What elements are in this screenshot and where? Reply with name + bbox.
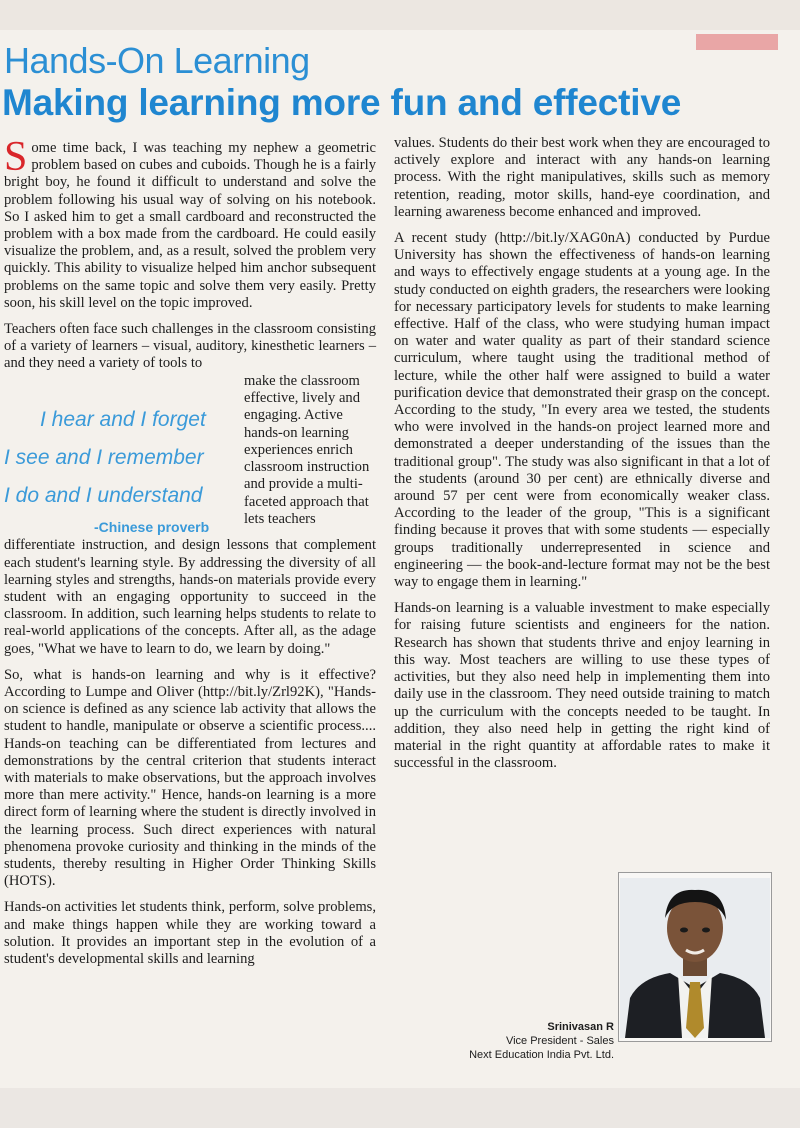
paragraph-5: values. Students do their best work when they are encouraged to actively explore and interact with any hands-on learning process. With the right manipulatives, skills such as memory retention, reading, motor skills, hand-eye coordination, and learning awareness become enhanced and improved. — [394, 135, 770, 220]
paragraph-4: Hands-on activities let students think, perform, solve problems, and make things happen while they are working toward a solution. It provides an important step in the evolution of a student's developmental skills and learning — [4, 899, 376, 967]
article-kicker: Hands-On Learning — [4, 40, 310, 81]
pull-quote-credit: -Chinese proverb — [94, 518, 210, 535]
paragraph-2-wrap: make the classroom effective, lively and engaging. Active hands-on learning experiences enrich classroom instruction and provide a multi-faceted approach that lets teachers — [244, 372, 370, 528]
paragraph-3: So, what is hands-on learning and why is it effective? According to Lumpe and Oliver (http://bit.ly/Zrl92K), "Hands-on science is defined as any science lab activity that allows the student to handle, manipulate or observe a scientific process.... Hands-on teaching can be differentiated from lectures and demonstrations by the central criterion that students interact with materials to make observations, but the approach involves more than mere activity." Hence, hands-on learning is a more direct form of learning where the student is directly involved in the learning process. Such direct experiences with natural phenomena provoke curiosity and thinking in the minds of the students, thereby resulting in Higher Order Thinking Skills (HOTS). — [4, 666, 376, 890]
top-strip — [0, 0, 800, 30]
pull-quote — [4, 401, 236, 535]
paragraph-2-start: Teachers often face such challenges in the classroom consisting of a variety of learners – visual, auditory, kinesthetic learners – and they need a variety of tools to — [4, 321, 376, 372]
pull-quote-line-1: I hear and I forget — [40, 407, 206, 431]
author-byline — [469, 1020, 614, 1062]
bottom-strip — [0, 1088, 800, 1128]
pull-quote-line-2: I see and I remember — [4, 445, 204, 469]
paragraph-2-end: differentiate instruction, and design lessons that complement each student's learning style. By addressing the diversity of all learning styles and strengths, hands-on materials provide every student with an engaging opportunity to succeed in the classroom. In addition, such learning helps students to relate to real-world applications of the concepts. After all, as the adage goes, "What we have to learn to do, we learn by doing." — [4, 537, 376, 657]
paragraph-1-text: ome time back, I was teaching my nephew a geometric problem based on cubes and cuboids. Though he is a fairly bright boy, he found it difficult to understand and solve the problem following his usual way of solving on his notebook. So I asked him to get a small cardboard and reconstructed the problem with a box made from the cardboard. He could easily visualize the problem, and, as a result, solved the problem very quickly. This ability to visualize helped him anchor subsequent problems on the same topic and solve them very easily. Pretty soon, his skill level on the topic improved. — [4, 140, 376, 311]
dropcap: S — [4, 134, 28, 180]
left-column — [4, 134, 376, 977]
pull-quote-line-3: I do and I understand — [4, 483, 203, 507]
pull-quote-block — [4, 373, 376, 538]
author-company: Next Education India Pvt. Ltd. — [469, 1049, 614, 1061]
paragraph-7: Hands-on learning is a valuable investment to make especially for raising future scientists and engineers for the nation. Research has shown that students thrive and enjoy learning in this way. Most teachers are willing to use these types of activities, but they also need help in implementing them into daily use in the classroom. They need outside training to match up the curriculum with the concepts needed to be taught. In addition, they also need help in getting the right kind of material in the right quantity at affordable rates to make it successful in the classroom. — [394, 600, 770, 772]
article-headline: Making learning more fun and effective — [2, 82, 682, 123]
right-column — [394, 135, 770, 781]
corner-tab — [696, 34, 778, 50]
author-name: Srinivasan R — [547, 1021, 614, 1033]
author-title: Vice President - Sales — [505, 1035, 614, 1047]
paragraph-6: A recent study (http://bit.ly/XAG0nA) conducted by Purdue University has shown the effectiveness of hands-on learning and ways to effectively engage students at a young age. In the study conducted on eighth graders, the researchers were looking for necessary participatory levels for students to make learning effective. Half of the class, who were studying human impact on water and water quality as part of their standard science curriculum, where taught using the traditional method of lecture, while the other half were assigned to build a water purification device that demonstrated their grasp on the concept. According to the study, "In every area we tested, the students who were involved in the hands-on project learned more and demonstrated a deeper understanding of the issues than the traditional group". The study was also significant in that a lot of the students (around 30 per cent) are ethnically diverse and around 57 per cent were from economically weaker class. According to the leader of the group, "This is a significant finding because it proves that with some students — especially groups traditionally underrepresented in science and engineering — the book-and-lecture format may not be the best way to engage them in learning." — [394, 230, 770, 591]
author-photo — [620, 878, 770, 1038]
paragraph-1 — [4, 134, 376, 312]
